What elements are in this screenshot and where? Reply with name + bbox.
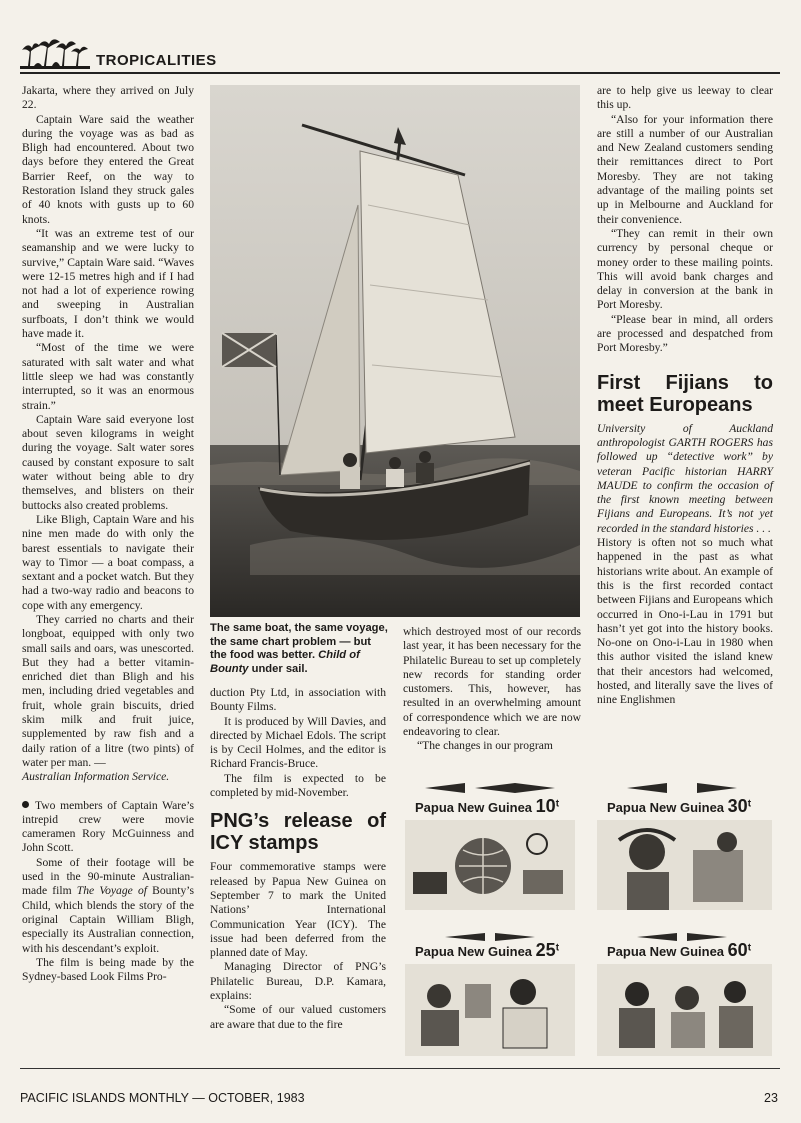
column-1 <box>22 84 194 984</box>
paragraph: “They can remit in their own currency by personal cheque or money order to these mailing points. This will avoid bank charges and delay in conversion at the bank in Port Moresby. <box>597 226 773 312</box>
source-credit: Australian Information Service. <box>22 770 170 784</box>
article-intro: University of Auckland anthropologist GARTH ROGERS has followed up “detective work” by veteran Pacific historian HARRY MAUDE to confirm the occasion of the first known meeting between Fijians and Europeans. It’s not yet recorded in the standard histories . . . <box>597 421 773 535</box>
paragraph: “Some of our valued customers are aware that due to the fire <box>210 1003 386 1031</box>
boat-name: Child of Bounty <box>210 649 360 675</box>
footer-divider <box>20 1068 780 1069</box>
palm-trees-logo-icon <box>20 36 90 72</box>
paragraph: Captain Ware said everyone lost about seven kilograms in weight during the voyage. Salt water sores caused by constant exposure to salt water without being able to dry themselves, and blisters on their buttocks also created problems. <box>22 412 194 512</box>
stamp-10t <box>405 780 575 910</box>
paragraph: “Most of the time we were saturated with salt water and what little sleep we had was constantly interrupted, so it was an enormous strain.” <box>22 341 194 412</box>
publication-footer: PACIFIC ISLANDS MONTHLY — OCTOBER, 1983 <box>20 1091 305 1105</box>
photo-caption: The same boat, the same voyage, the same chart problem — but the food was better. Child of Bounty under sail. <box>210 622 388 675</box>
paragraph: Managing Director of PNG’s Philatelic Bureau, D.P. Kamara, explains: <box>210 960 386 1003</box>
stamp-banner-icon <box>597 780 772 796</box>
stamp-60t <box>597 930 772 1056</box>
paragraph: The film is expected to be completed by mid-November. <box>210 771 386 800</box>
page-number: 23 <box>764 1091 778 1105</box>
paragraph: “The changes in our program <box>417 739 553 753</box>
bullet-paragraph <box>22 799 194 856</box>
paragraph: Some of their footage will be used in the 90-minute Australian-made film The Voyage of Bounty’s Child, which blends the story of the original Captain William Bligh, especially its Australian connection, with his descendant’s exploit. <box>22 855 195 955</box>
paragraph: The film is being made by the Sydney-based Look Films Pro- <box>22 955 194 984</box>
paragraph: It is produced by Will Davies, and directed by Michael Edols. The script is by Cecil Holmes, and the editor is Richard Francis-Bruce. <box>210 714 386 771</box>
header-divider <box>20 72 780 74</box>
column-4 <box>597 84 773 708</box>
film-title: The Voyage of <box>76 884 147 898</box>
paragraph: are to help give us leeway to clear this up. <box>597 84 773 112</box>
paragraph: which destroyed most of our records last year, it has been necessary for the Philatelic Bureau to set up completely new records for standing order customers. This, however, has resulted in an overwhelming amount of correspondence which we are now endeavoring to clear. <box>403 625 581 739</box>
paragraph: “It was an extreme test of our seamanship and we were lucky to survive,” Captain Ware said. “Waves were 12-15 metres high and if I had not had a lot of experience rowing and sweeping in Australian surfboats, I don’t think we would have made it. <box>22 226 194 341</box>
paragraph: Captain Ware said the weather during the voyage was as bad as Bligh had encountered. About two days before they entered the Great Barrier Reef, on the way to Restoration Island they struck gales of 40 knots with gusts up to 60 knots. <box>22 112 194 226</box>
stamp-banner-icon <box>405 780 575 796</box>
bullet-text: Two members of Captain Ware’s intrepid crew were movie cameramen Rory McGuinness and John Scott. <box>22 798 194 855</box>
paragraph: Four commemorative stamps were released by Papua New Guinea on September 7 to mark the United Nations’ International Communication Year (ICY). The issue had been deferred from the planned date of May. <box>210 860 386 960</box>
sailing-longboat-photo <box>210 85 580 617</box>
stamp-label: Papua New Guinea 30$^t$ <box>607 796 752 816</box>
drummer-illustration <box>597 820 772 910</box>
paragraph: “Also for your information there are still a number of our Australian and New Zealand customers sending their remittances direct to Port Moresby. They are not taking advantage of the mailing points set up in Melbourne and Auckland for their convenience. <box>597 112 773 226</box>
article-headline-fijians: First Fijians to meet Europeans <box>597 371 773 416</box>
section-title: TROPICALITIES <box>96 52 217 69</box>
column-2 <box>210 686 386 1032</box>
stamp-label: Papua New Guinea 25$^t$ <box>415 940 560 960</box>
column-3 <box>403 625 581 754</box>
paragraph: “Please bear in mind, all orders are processed and despatched from Port Moresby.” <box>597 312 773 355</box>
globe-telecom-illustration <box>405 820 575 910</box>
paragraph: They carried no charts and their longboat, equipped with only two small sails and oars, was unescorted. But they had a better vitamin-enriched diet than Bligh and his men, including dried vegetables and fruit, whole grain biscuits, dried skim milk and fruit juice, supplemented by raw fish and a daily ration of a litre (two pints) of water per man. — <box>22 612 194 769</box>
bullet-icon <box>22 801 29 808</box>
stamp-25t <box>405 930 575 1056</box>
paragraph: duction Pty Ltd, in association with Bounty Films. <box>210 686 386 714</box>
stamp-30t <box>597 780 772 910</box>
paragraph: History is often not so much what happened in the past as what historians write about. An example of this is the first recorded contact between Fijians and Europeans which occurred in Ono-i-Lau in 1791 but hasn’t yet got into the history books. No-one on Ono-i-Lau in 1980 when this author visited the island knew that their ancestors had welcomed, hosted, and literally save the lives of nine Englishmen <box>597 536 773 707</box>
villagers-radio-illustration <box>597 964 772 1056</box>
article-headline-stamps: PNG’s release of ICY stamps <box>210 810 386 855</box>
paragraph: Like Bligh, Captain Ware and his nine men made do with only the barest essentials to navigate their way to Timor — a boat compass, a sextant and a pocket watch. But they had a two-way radio and beacons to cope with any emergency. <box>22 512 194 612</box>
paragraph: Jakarta, where they arrived on July 22. <box>22 84 194 112</box>
stamp-label: Papua New Guinea 60$^t$ <box>607 940 752 960</box>
stamp-label: Papua New Guinea 10$^t$ <box>415 796 560 816</box>
telephone-users-illustration <box>405 964 575 1056</box>
